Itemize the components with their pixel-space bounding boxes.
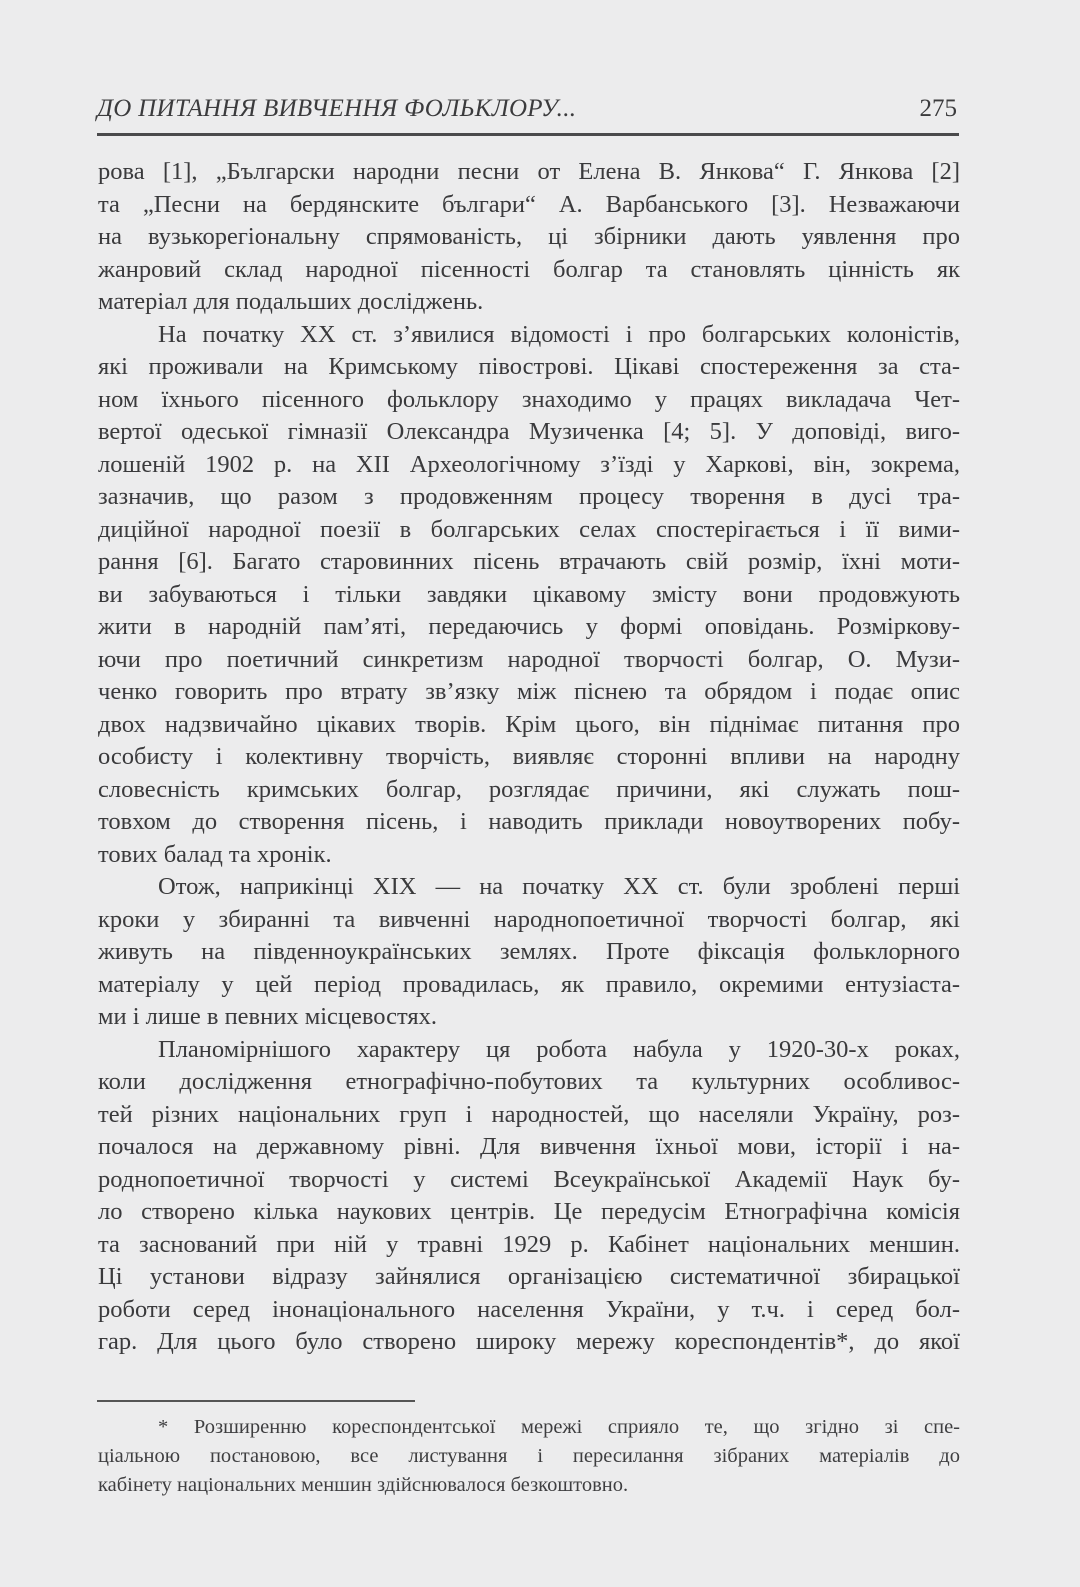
text-line: вертої одеської гімназії Олександра Музиченка [4; 5]. У доповіді, виго- <box>98 418 960 445</box>
text-line: ючи про поетичний синкретизм народної творчості болгар, О. Музи- <box>98 645 960 673</box>
footnote-line: кабінету національних меншин здійснювалося безкоштовно. <box>98 1474 629 1496</box>
text-line: кроки у збиранні та вивченні народнопоетичної творчості болгар, які <box>98 905 960 933</box>
text-line: Ці установи відразу зайнялися організацією систематичної збирацької <box>98 1263 960 1290</box>
paragraph-start-line: Планомірнішого характеру ця робота набула у 1920-30-х роках, <box>158 1035 960 1063</box>
text-line: диційної народної поезії в болгарських селах спостерігається і її вими- <box>98 515 960 543</box>
text-line: жанровий склад народної пісенності болгар та становлять цінність як <box>98 255 960 283</box>
text-line: ло створено кілька наукових центрів. Це передусім Етнографічна комісія <box>98 1198 960 1225</box>
header-divider <box>97 133 959 136</box>
text-line: зазначив, що разом з продовженням процесу творення в дусі тра- <box>98 483 960 510</box>
text-line: товхом до створення пісень, і наводить приклади новоутворених побу- <box>98 808 960 835</box>
text-line: двох надзвичайно цікавих творів. Крім цього, він піднімає питання про <box>98 710 960 738</box>
page-header <box>97 95 959 131</box>
text-line: тових балад та хронік. <box>98 840 332 868</box>
text-line: почалося на державному рівні. Для вивчення їхньої мови, історії і на- <box>98 1133 960 1160</box>
text-line: роботи серед інонаціонального населення України, у т.ч. і серед бол- <box>98 1295 960 1323</box>
text-line: та заснований при ній у травні 1929 р. Кабінет національних меншин. <box>98 1230 960 1258</box>
text-line: живуть на південноукраїнських землях. Проте фіксація фольклорного <box>98 938 960 965</box>
text-line: ченко говорить про втрату зв’язку між піснею та обрядом і подає опис <box>98 678 960 705</box>
text-line: ви забуваються і тільки завдяки цікавому змісту вони продовжують <box>98 580 960 608</box>
text-line: коли дослідження етнографічно-побутових та культурних особливос- <box>98 1068 960 1095</box>
text-line: ном їхнього пісенного фольклору знаходимо у працях викладача Чет- <box>98 385 960 413</box>
text-line: рання [6]. Багато старовинних пісень втрачають свій розмір, їхні моти- <box>98 548 960 575</box>
text-line: рова [1], „Български народни песни от Елена В. Янкова“ Г. Янкова [2] <box>98 158 960 185</box>
text-line: які проживали на Кримському півострові. Цікаві спостереження за ста- <box>98 353 960 380</box>
running-title: ДО ПИТАННЯ ВИВЧЕННЯ ФОЛЬКЛОРУ... <box>97 95 577 122</box>
paragraph-start-line: На початку XX ст. з’явилися відомості і про болгарських колоністів, <box>158 320 960 348</box>
body-text <box>98 156 960 1359</box>
text-line: матеріал для подальших досліджень. <box>98 288 484 315</box>
footnote-line: ціальною постановою, все листування і пересилання зібраних матеріалів до <box>98 1445 960 1467</box>
text-line: та „Песни на бердянските българи“ А. Варбанського [3]. Незважаючи <box>98 190 960 218</box>
text-line: роднопоетичної творчості у системі Всеукраїнської Академії Наук бу- <box>98 1165 960 1193</box>
text-line: на вузькорегіональну спрямованість, ці збірники дають уявлення про <box>98 223 960 250</box>
text-line: словесність кримських болгар, розглядає причини, які служать пош- <box>98 775 960 803</box>
text-line: тей різних національних груп і народностей, що населяли Україну, роз- <box>98 1100 960 1128</box>
text-line: гар. Для цього було створено широку мережу кореспондентів*, до якої <box>98 1328 960 1355</box>
text-line: ми і лише в певних місцевостях. <box>98 1003 438 1030</box>
paragraph-start-line: Отож, наприкінці XIX — на початку XX ст. були зроблені перші <box>158 873 960 900</box>
text-line: особисту і колективну творчість, виявляє сторонні впливи на народну <box>98 743 960 770</box>
text-line: лошеній 1902 р. на XII Археологічному з’їзді у Харкові, він, зокрема, <box>98 450 960 478</box>
page-number: 275 <box>919 95 957 122</box>
footnote <box>98 1413 960 1500</box>
footnote-divider <box>97 1400 415 1402</box>
text-line: жити в народній пам’яті, передаючись у формі оповідань. Розміркову- <box>98 613 960 640</box>
footnote-line: * Розширенню кореспондентської мережі сприяло те, що згідно зі спе- <box>158 1416 960 1438</box>
text-line: матеріалу у цей період провадилась, як правило, окремими ентузіаста- <box>98 970 960 998</box>
